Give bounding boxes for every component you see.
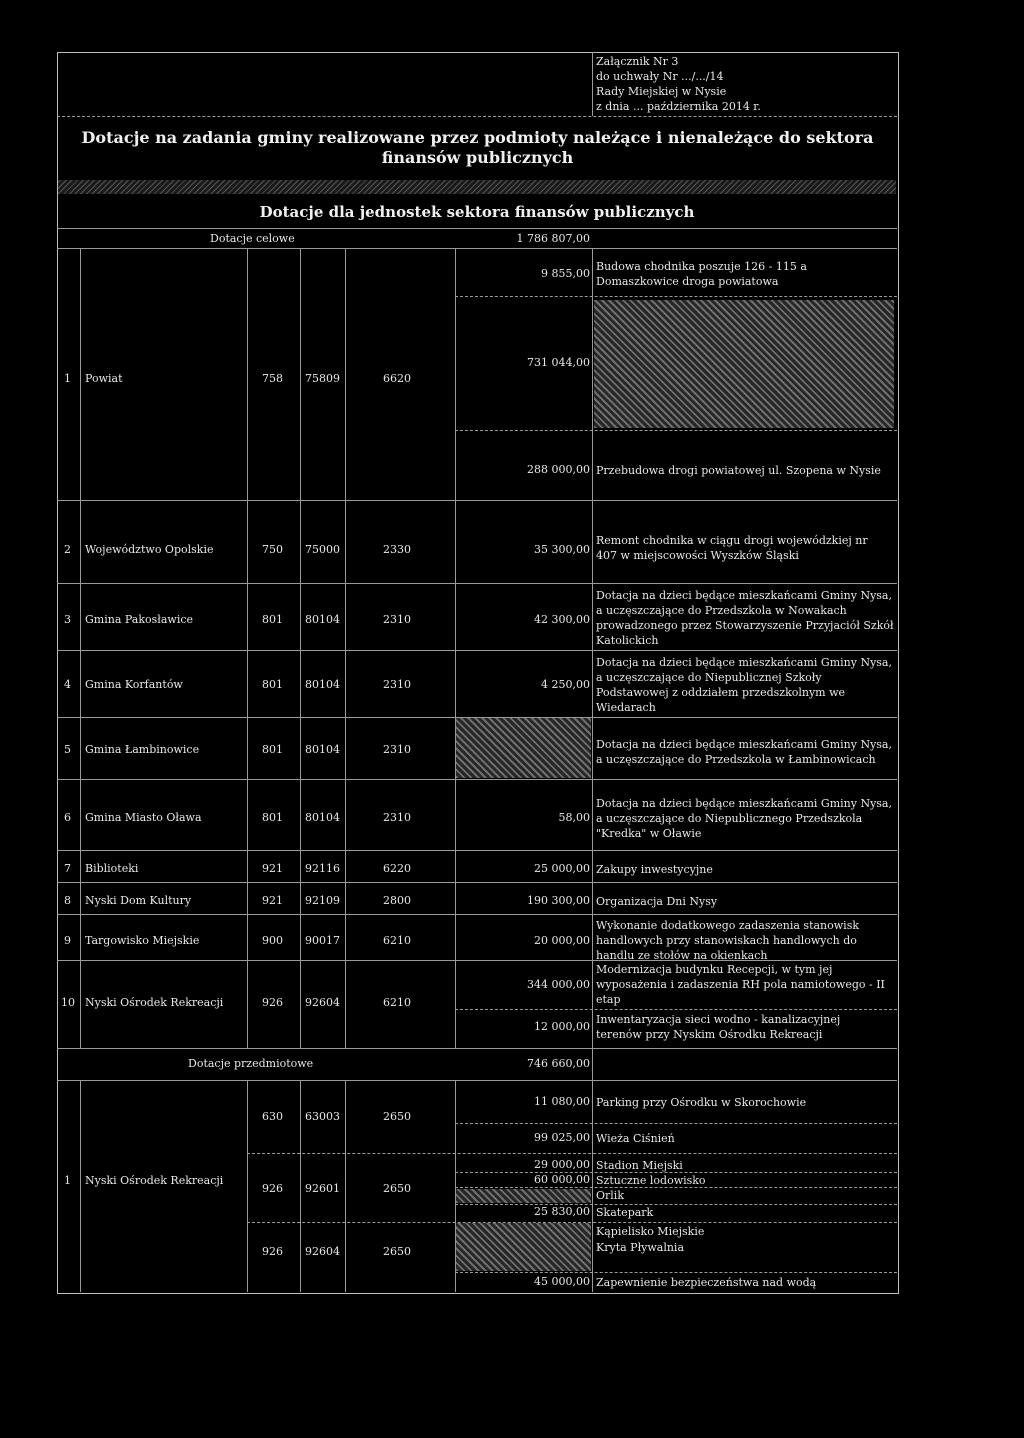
row1-dzial: 758 — [262, 372, 283, 385]
rek-item1-desc: Parking przy Ośrodku w Skorochowie — [596, 1096, 807, 1109]
rek-item6-amount: 25 830,00 — [534, 1205, 590, 1218]
row9-rozdzial: 90017 — [305, 934, 340, 947]
row7-name: Biblioteki — [85, 862, 139, 875]
row3-par: 2310 — [383, 613, 411, 626]
row1-amount-c: 288 000,00 — [527, 463, 590, 476]
row6-dzial: 801 — [262, 811, 283, 824]
row6-no: 6 — [64, 811, 71, 824]
rek-item5-desc: Orlik — [596, 1189, 624, 1202]
rek-item4-amount: 60 000,00 — [534, 1173, 590, 1186]
row5-par: 2310 — [383, 743, 411, 756]
row10-amount-a: 344 000,00 — [527, 978, 590, 991]
row4-rozdzial: 80104 — [305, 678, 340, 691]
rek-g1-dzial: 630 — [262, 1110, 283, 1123]
rek-item5-amount-redacted — [456, 1189, 591, 1203]
hatched-band — [58, 180, 896, 194]
row10-amount-b: 12 000,00 — [534, 1020, 590, 1033]
rek-g1-par: 2650 — [383, 1110, 411, 1123]
row8-desc: Organizacja Dni Nysy — [596, 895, 718, 908]
row8-rozdzial: 92109 — [305, 894, 340, 907]
rek-item3-amount: 29 000,00 — [534, 1158, 590, 1171]
row3-desc: Dotacja na dzieci będące mieszkańcami Gminy Nysa, a uczęszczające do Przedszkola w Nowakach prowadzonego przez Stowarzyszenie Przyjaciół Szkół Katolickich — [596, 589, 894, 647]
row5-dzial: 801 — [262, 743, 283, 756]
row8-no: 8 — [64, 894, 71, 907]
row4-name: Gmina Korfantów — [85, 678, 183, 691]
celowe-label: Dotacje celowe — [210, 232, 295, 245]
header-line-3: Rady Miejskiej w Nysie — [596, 85, 727, 98]
row2-par: 2330 — [383, 543, 411, 556]
row9-amount: 20 000,00 — [534, 934, 590, 947]
row5-rozdzial: 80104 — [305, 743, 340, 756]
row5-no: 5 — [64, 743, 71, 756]
row8-dzial: 921 — [262, 894, 283, 907]
rek-g2-par: 2650 — [383, 1182, 411, 1195]
row10-desc-b: Inwentaryzacja sieci wodno - kanalizacyjnej terenów przy Nyskim Ośrodku Rekreacji — [596, 1013, 841, 1041]
rek-name: Nyski Ośrodek Rekreacji — [85, 1174, 224, 1187]
row5-name: Gmina Łambinowice — [85, 743, 200, 756]
row3-dzial: 801 — [262, 613, 283, 626]
row3-rozdzial: 80104 — [305, 613, 340, 626]
row1-no: 1 — [64, 372, 71, 385]
row1-amount-a: 9 855,00 — [541, 267, 590, 280]
rek-item9-desc: Zapewnienie bezpieczeństwa nad wodą — [596, 1276, 817, 1289]
rek-item4-desc: Sztuczne lodowisko — [596, 1174, 706, 1187]
rek-g2-dzial: 926 — [262, 1182, 283, 1195]
row4-dzial: 801 — [262, 678, 283, 691]
row7-par: 6220 — [383, 862, 411, 875]
rek-item2-amount: 99 025,00 — [534, 1131, 590, 1144]
row10-desc-a: Modernizacja budynku Recepcji, w tym jej wyposażenia i zadaszenia RH pola namiotowego - II etap — [596, 963, 885, 1006]
row6-par: 2310 — [383, 811, 411, 824]
row10-par: 6210 — [383, 996, 411, 1009]
przedmiotowe-total: 746 660,00 — [527, 1057, 590, 1070]
rek-item9-amount: 45 000,00 — [534, 1275, 590, 1288]
row9-desc: Wykonanie dodatkowego zadaszenia stanowisk handlowych przy stanowiskach handlowych do handlu ze stołów na okienkach — [596, 919, 860, 962]
row5-desc: Dotacja na dzieci będące mieszkańcami Gminy Nysa, a uczęszczające do Przedszkola w Łambinowicach — [596, 738, 892, 766]
rek-item2-desc: Wieża Ciśnień — [596, 1132, 675, 1145]
row3-amount: 42 300,00 — [534, 613, 590, 626]
header-line-2: do uchwały Nr .../.../14 — [596, 70, 724, 83]
rek-item1-amount: 11 080,00 — [534, 1095, 590, 1108]
rek-g3-rozdzial: 92604 — [305, 1245, 340, 1258]
row4-desc: Dotacja na dzieci będące mieszkańcami Gminy Nysa, a uczęszczające do Niepublicznej Szkoły Podstawowej z oddziałem przedszkolnym we Wiedarach — [596, 656, 892, 714]
rek-item8-desc: Kryta Pływalnia — [596, 1241, 684, 1254]
row2-dzial: 750 — [262, 543, 283, 556]
row5-amount-redacted — [456, 718, 591, 778]
row8-amount: 190 300,00 — [527, 894, 590, 907]
row1-desc-c: Przebudowa drogi powiatowej ul. Szopena w Nysie — [596, 464, 881, 477]
row7-dzial: 921 — [262, 862, 283, 875]
row1-name: Powiat — [85, 372, 123, 385]
row2-desc: Remont chodnika w ciągu drogi wojewódzkiej nr 407 w miejscowości Wyszków Śląski — [596, 534, 868, 562]
page-title: Dotacje na zadania gminy realizowane przez podmioty należące i nienależące do sektora finansów publicznych — [81, 128, 874, 167]
row3-no: 3 — [64, 613, 71, 626]
rek-item6-desc: Skatepark — [596, 1206, 654, 1219]
header-line-1: Załącznik Nr 3 — [596, 55, 679, 68]
row1-amount-b: 731 044,00 — [527, 356, 590, 369]
rek-g3-par: 2650 — [383, 1245, 411, 1258]
rek-item7-desc: Kąpielisko Miejskie — [596, 1225, 705, 1238]
row3-name: Gmina Pakosławice — [85, 613, 194, 626]
row9-par: 6210 — [383, 934, 411, 947]
row9-dzial: 900 — [262, 934, 283, 947]
row6-name: Gmina Miasto Oława — [85, 811, 202, 824]
row10-dzial: 926 — [262, 996, 283, 1009]
row7-amount: 25 000,00 — [534, 862, 590, 875]
row7-rozdzial: 92116 — [305, 862, 340, 875]
row7-desc: Zakupy inwestycyjne — [596, 863, 713, 876]
row1-desc-a: Budowa chodnika poszuje 126 - 115 a Domaszkowice droga powiatowa — [596, 260, 807, 288]
row10-name: Nyski Ośrodek Rekreacji — [85, 996, 224, 1009]
row1-par: 6620 — [383, 372, 411, 385]
rek-g3-dzial: 926 — [262, 1245, 283, 1258]
row8-par: 2800 — [383, 894, 411, 907]
row10-no: 10 — [61, 996, 75, 1009]
rek-item3-desc: Stadion Miejski — [596, 1159, 683, 1172]
row1-rozdzial: 75809 — [305, 372, 340, 385]
row6-rozdzial: 80104 — [305, 811, 340, 824]
row2-no: 2 — [64, 543, 71, 556]
row4-par: 2310 — [383, 678, 411, 691]
row1-desc-b-redacted — [594, 300, 894, 428]
row7-no: 7 — [64, 862, 71, 875]
header-line-4: z dnia ... października 2014 r. — [596, 100, 761, 113]
rek-item7-8-amount-redacted — [456, 1223, 591, 1271]
rek-g2-rozdzial: 92601 — [305, 1182, 340, 1195]
row10-rozdzial: 92604 — [305, 996, 340, 1009]
przedmiotowe-label: Dotacje przedmiotowe — [188, 1057, 314, 1070]
row4-amount: 4 250,00 — [541, 678, 590, 691]
row8-name: Nyski Dom Kultury — [85, 894, 192, 907]
row6-amount: 58,00 — [558, 811, 590, 824]
row9-name: Targowisko Miejskie — [85, 934, 200, 947]
row2-name: Województwo Opolskie — [85, 543, 214, 556]
row2-rozdzial: 75000 — [305, 543, 340, 556]
row6-desc: Dotacja na dzieci będące mieszkańcami Gminy Nysa, a uczęszczające do Niepublicznego Przedszkola "Kredka" w Oławie — [596, 797, 892, 840]
row4-no: 4 — [64, 678, 71, 691]
rek-no: 1 — [64, 1174, 71, 1187]
section-title: Dotacje dla jednostek sektora finansów publicznych — [259, 203, 695, 221]
rek-g1-rozdzial: 63003 — [305, 1110, 340, 1123]
row9-no: 9 — [64, 934, 71, 947]
celowe-total: 1 786 807,00 — [516, 232, 590, 245]
row2-amount: 35 300,00 — [534, 543, 590, 556]
